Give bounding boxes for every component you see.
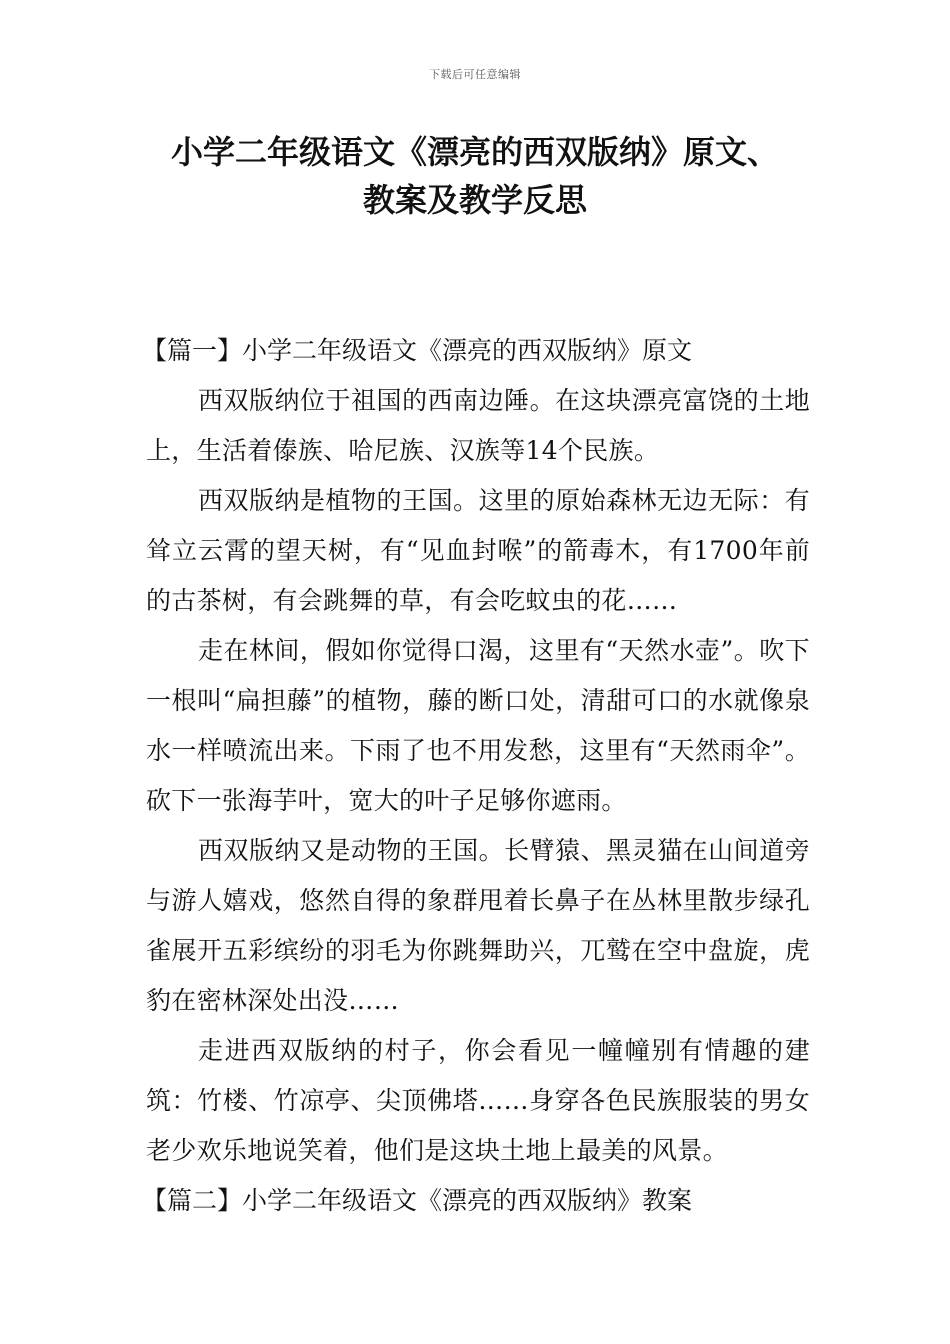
paragraph-5: 走进西双版纳的村子，你会看见一幢幢别有情趣的建筑：竹楼、竹凉亭、尖顶佛塔……身穿各色民族服装的男女老少欢乐地说笑着，他们是这块土地上最美的风景。 bbox=[146, 1036, 810, 1165]
title-line-2: 教案及教学反思 bbox=[362, 181, 587, 219]
header-note: 下载后可任意编辑 bbox=[429, 68, 521, 81]
paragraph-3: 走在林间，假如你觉得口渴，这里有“天然水壶”。吹下一根叫“扁担藤”的植物，藤的断口处，清甜可口的水就像泉水一样喷流出来。下雨了也不用发愁，这里有“天然雨伞”。砍下一张海芋叶，宽大的叶子足够你遮雨。 bbox=[146, 636, 810, 815]
section-heading-2: 【篇二】小学二年级语文《漂亮的西双版纳》教案 bbox=[142, 1186, 693, 1215]
title-line-1: 小学二年级语文《漂亮的西双版纳》原文、 bbox=[170, 133, 779, 171]
section-heading-1: 【篇一】小学二年级语文《漂亮的西双版纳》原文 bbox=[142, 336, 693, 365]
document-title bbox=[120, 128, 830, 224]
paragraph-2: 西双版纳是植物的王国。这里的原始森林无边无际：有耸立云霄的望天树，有“见血封喉”的箭毒木，有1700年前的古茶树，有会跳舞的草，有会吃蚊虫的花…… bbox=[146, 486, 810, 615]
document-body bbox=[142, 326, 810, 1226]
paragraph-4: 西双版纳又是动物的王国。长臂猿、黑灵猫在山间道旁与游人嬉戏，悠然自得的象群甩着长鼻子在丛林里散步绿孔雀展开五彩缤纷的羽毛为你跳舞助兴，兀鹫在空中盘旋，虎豹在密林深处出没…… bbox=[146, 836, 810, 1015]
paragraph-1: 西双版纳位于祖国的西南边陲。在这块漂亮富饶的土地上，生活着傣族、哈尼族、汉族等14个民族。 bbox=[146, 386, 810, 465]
